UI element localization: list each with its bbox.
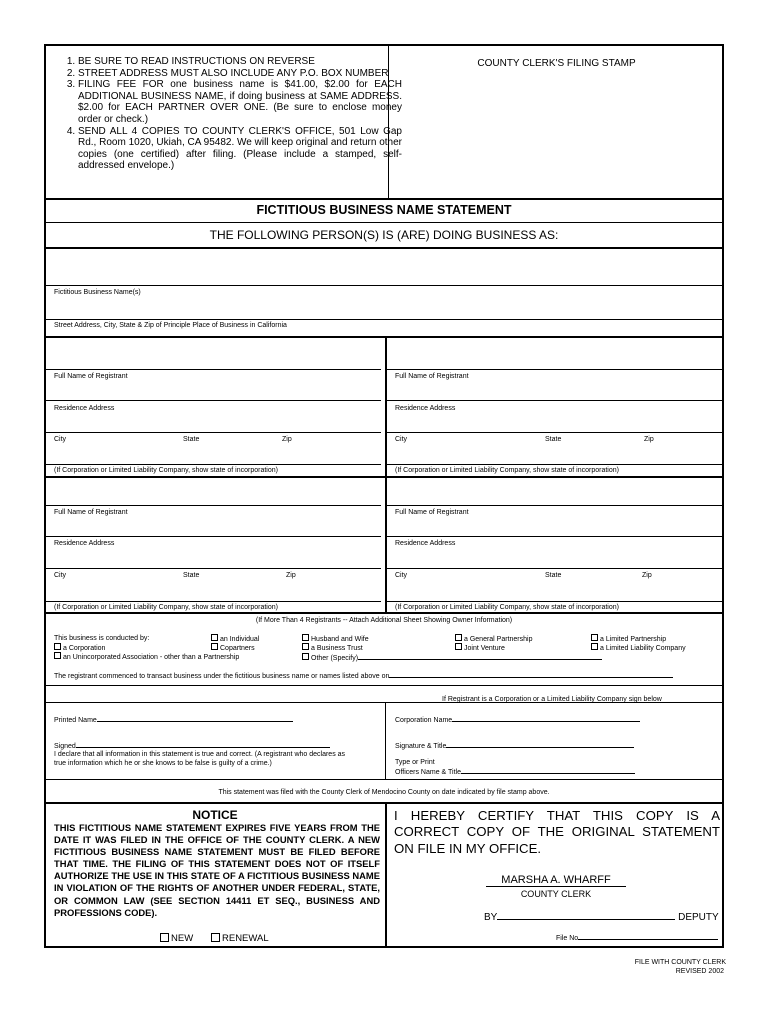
- footer-file-with: FILE WITH COUNTY CLERK: [634, 959, 726, 966]
- checkbox[interactable]: [54, 652, 61, 659]
- checkbox[interactable]: [302, 643, 309, 650]
- clerk-title: COUNTY CLERK: [520, 889, 592, 899]
- file-no-field[interactable]: [578, 932, 718, 940]
- state-label: State: [545, 436, 562, 443]
- renewal-label: RENEWAL: [222, 933, 269, 944]
- instructions-list: [54, 56, 402, 172]
- option-label: an Unincorporated Association - other than a Partnership: [63, 654, 240, 661]
- option-label: Other (Specify): [311, 655, 359, 662]
- checkbox[interactable]: [54, 643, 61, 650]
- zip-label: Zip: [282, 436, 292, 443]
- checkbox[interactable]: [455, 643, 462, 650]
- instruction-item: 2. STREET ADDRESS MUST ALSO INCLUDE ANY P.O. BOX NUMBER: [78, 68, 402, 80]
- signature-title-field[interactable]: [446, 740, 634, 748]
- full-name-label: Full Name of Registrant: [54, 509, 128, 516]
- divider: [46, 536, 381, 537]
- incorporation-label: (If Corporation or Limited Liability Company, show state of incorporation): [395, 467, 619, 474]
- option-label: a Limited Liability Company: [600, 645, 686, 652]
- option-label: Joint Venture: [464, 645, 505, 652]
- divider: [46, 432, 381, 433]
- checkbox[interactable]: [455, 634, 462, 641]
- notice-body: THIS FICTITIOUS NAME STATEMENT EXPIRES FIVE YEARS FROM THE DATE IT WAS FILED IN THE OFFICE OF THE COUNTY CLERK. A NEW FICTITIOUS BUSINESS NAME STATEMENT MUST BE FILED BEFORE THAT TIME. THE FILING OF THIS STATEMENT DOES NOT OF ITSELF AUTHORIZE THE USE IN THIS STATE OF A FICTITIOUS BUSINESS NAME IN VIOLATION OF THE RIGHTS OF ANOTHER UNDER FEDERAL, STATE, OR COMMON LAW (SEE SECTION 14411 ET SEQ., BUSINESS AND PROFESSIONS CODE).: [54, 822, 380, 918]
- divider: [387, 432, 722, 433]
- divider: [46, 319, 722, 320]
- officers-row: [395, 766, 635, 777]
- divider: [46, 198, 722, 200]
- printed-name-row: [54, 714, 293, 725]
- divider: [46, 568, 381, 569]
- option-other[interactable]: [302, 652, 602, 663]
- corporation-name-field[interactable]: [452, 714, 640, 722]
- divider: [387, 505, 722, 506]
- checkbox[interactable]: [302, 634, 309, 641]
- corporation-name-row: [395, 714, 640, 725]
- divider: [46, 802, 722, 804]
- option-label: a Corporation: [63, 645, 106, 652]
- clerk-name: MARSHA A. WHARFF: [486, 874, 626, 887]
- instruction-item: 1. BE SURE TO READ INSTRUCTIONS ON REVERSE: [78, 56, 402, 68]
- commenced-date-field[interactable]: [389, 670, 673, 678]
- divider: [387, 400, 722, 401]
- full-name-label: Full Name of Registrant: [54, 373, 128, 380]
- checkbox[interactable]: [302, 653, 309, 660]
- commenced-label: The registrant commenced to transact business under the fictitious business name or names listed above on: [54, 673, 390, 680]
- instruction-item: 4. SEND ALL 4 COPIES TO COUNTY CLERK'S OFFICE, 501 Low Gap Rd., Room 1020, Ukiah, CA 95482. We will keep original and return other copies (one certified) after filing. (Please include a stamped, self-addressed envelope.): [78, 126, 402, 172]
- option-unincorporated[interactable]: [54, 652, 239, 662]
- full-name-label: Full Name of Registrant: [395, 509, 469, 516]
- incorporation-label: (If Corporation or Limited Liability Company, show state of incorporation): [54, 467, 278, 474]
- filing-stamp-label: COUNTY CLERK'S FILING STAMP: [477, 58, 636, 69]
- full-name-label: Full Name of Registrant: [395, 373, 469, 380]
- deputy-signature-field[interactable]: [497, 910, 675, 920]
- incorporation-label: (If Corporation or Limited Liability Company, show state of incorporation): [54, 604, 278, 611]
- zip-label: Zip: [644, 436, 654, 443]
- divider: [46, 222, 722, 223]
- corp-sign-note: If Registrant is a Corporation or a Limited Liability Company sign below: [442, 696, 662, 703]
- file-no-row: [556, 932, 718, 943]
- signature-title-row: [395, 740, 634, 751]
- street-address-label: Street Address, City, State & Zip of Principle Place of Business in California: [54, 322, 287, 329]
- form-subtitle: THE FOLLOWING PERSON(S) IS (ARE) DOING BUSINESS AS:: [209, 228, 559, 242]
- business-name-label: Fictitious Business Name(s): [54, 289, 141, 296]
- by-label: BY: [484, 912, 498, 923]
- commenced-date-row: [54, 670, 673, 681]
- divider: [46, 285, 722, 286]
- divider: [385, 702, 386, 779]
- checkbox[interactable]: [591, 634, 598, 641]
- city-label: City: [54, 572, 67, 579]
- divider: [46, 336, 722, 338]
- zip-label: Zip: [286, 572, 296, 579]
- residence-label: Residence Address: [395, 405, 456, 412]
- divider: [46, 601, 381, 602]
- other-specify-line[interactable]: [358, 652, 602, 660]
- checkbox[interactable]: [211, 933, 220, 942]
- option-label: a General Partnership: [464, 636, 533, 643]
- divider: [385, 336, 387, 613]
- divider: [46, 685, 722, 686]
- filed-statement-note: This statement was filed with the County Clerk of Mendocino County on date indicated by file stamp above.: [218, 789, 550, 796]
- divider: [46, 400, 381, 401]
- printed-name-field[interactable]: [97, 714, 293, 722]
- deputy-label: DEPUTY: [678, 912, 719, 923]
- option-copartners[interactable]: [211, 643, 255, 653]
- deputy-row: [484, 910, 719, 923]
- state-label: State: [183, 436, 200, 443]
- printed-name-label: Printed Name: [54, 717, 97, 724]
- option-label: a Limited Partnership: [600, 636, 667, 643]
- incorporation-label: (If Corporation or Limited Liability Company, show state of incorporation): [395, 604, 619, 611]
- divider: [387, 369, 722, 370]
- option-label: Husband and Wife: [311, 636, 369, 643]
- more-registrants-note: (If More Than 4 Registrants -- Attach Additional Sheet Showing Owner Information): [255, 617, 513, 624]
- divider: [387, 536, 722, 537]
- file-no-label: File No: [556, 935, 579, 942]
- divider: [46, 476, 722, 478]
- city-label: City: [54, 436, 67, 443]
- new-checkbox-row[interactable]: [160, 933, 193, 944]
- instruction-item: 3. FILING FEE FOR one business name is $41.00, $2.00 for EACH ADDITIONAL BUSINESS NAME, if doing business at SAME ADDRESS. $2.00 for EACH PARTNER OVER ONE. (Be sure to enclose money order or check.): [78, 79, 402, 125]
- notice-heading: NOTICE: [192, 808, 238, 822]
- divider: [387, 464, 722, 465]
- residence-label: Residence Address: [395, 540, 456, 547]
- form-title: FICTITIOUS BUSINESS NAME STATEMENT: [256, 203, 512, 217]
- fictitious-business-name-form: [44, 44, 724, 948]
- state-label: State: [183, 572, 200, 579]
- checkbox[interactable]: [211, 634, 218, 641]
- divider: [46, 505, 381, 506]
- filing-stamp-area[interactable]: [389, 46, 724, 198]
- signature-field[interactable]: [76, 740, 330, 748]
- divider: [46, 779, 722, 780]
- option-llc[interactable]: [591, 643, 686, 653]
- divider: [46, 612, 722, 614]
- officers-field[interactable]: [461, 766, 635, 774]
- signature-title-label: Signature & Title: [395, 743, 447, 750]
- business-name-field[interactable]: [46, 249, 722, 286]
- certification-text: I HEREBY CERTIFY THAT THIS COPY IS A CORRECT COPY OF THE ORIGINAL STATEMENT ON FILE IN MY OFFICE.: [394, 808, 720, 856]
- checkbox[interactable]: [211, 643, 218, 650]
- divider: [385, 802, 387, 948]
- option-label: Copartners: [220, 645, 255, 652]
- option-joint-venture[interactable]: [455, 643, 505, 653]
- footer-revised: REVISED 2002: [675, 968, 724, 975]
- residence-label: Residence Address: [54, 405, 115, 412]
- divider: [387, 568, 722, 569]
- option-label: a Business Trust: [311, 645, 363, 652]
- state-label: State: [545, 572, 562, 579]
- option-label: an Individual: [220, 636, 260, 643]
- divider: [46, 369, 381, 370]
- street-address-field[interactable]: [46, 298, 722, 320]
- checkbox[interactable]: [160, 933, 169, 942]
- zip-label: Zip: [642, 572, 652, 579]
- officers-label: Officers Name & Title: [395, 769, 462, 776]
- city-label: City: [395, 572, 408, 579]
- divider: [46, 702, 722, 703]
- renewal-checkbox-row[interactable]: [211, 933, 269, 944]
- divider: [387, 601, 722, 602]
- declaration-text: I declare that all information in this statement is true and correct. (A registrant who declares as true information which he or she knows to be false is guilty of a crime.): [54, 751, 346, 767]
- residence-label: Residence Address: [54, 540, 115, 547]
- new-label: NEW: [171, 933, 194, 944]
- divider: [46, 464, 381, 465]
- corporation-name-label: Corporation Name: [395, 717, 453, 724]
- type-print-label: Type or Print: [395, 759, 435, 766]
- city-label: City: [395, 436, 408, 443]
- signed-label: Signed: [54, 743, 76, 750]
- conducted-by-label: This business is conducted by:: [54, 635, 150, 642]
- checkbox[interactable]: [591, 643, 598, 650]
